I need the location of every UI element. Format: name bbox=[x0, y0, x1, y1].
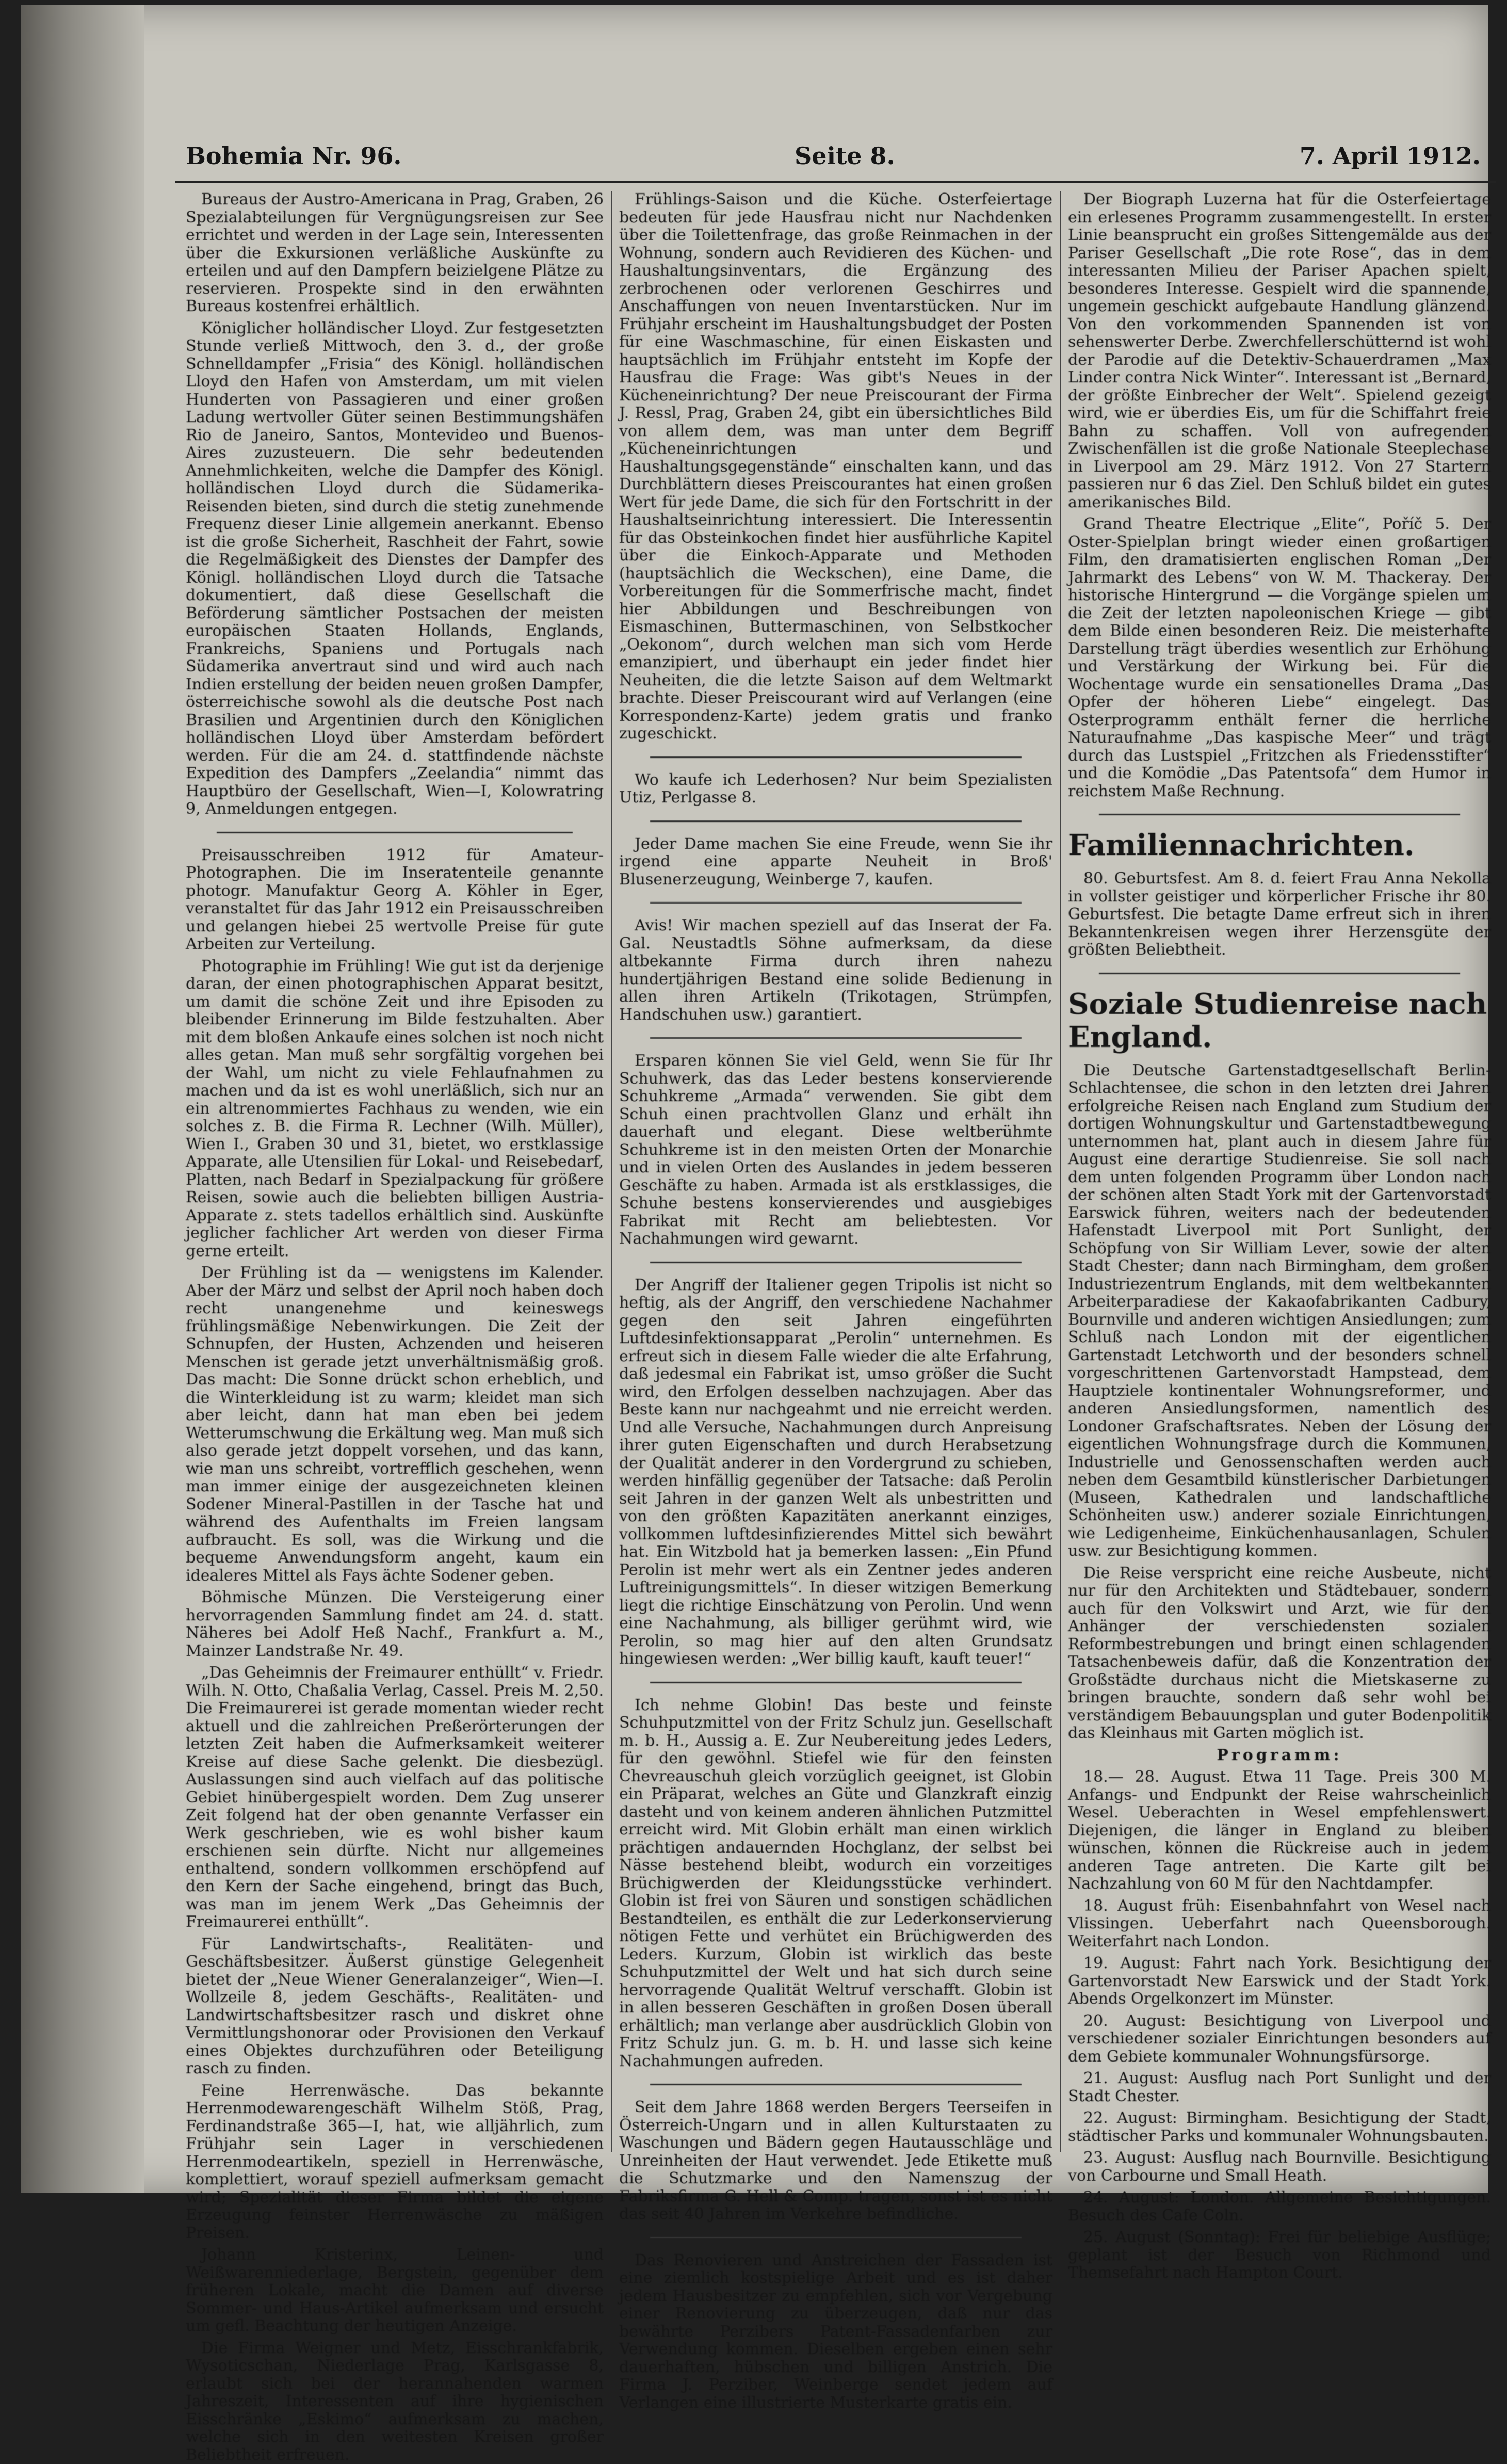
article: Avis! Wir machen speziell auf das Inserat der Fa. Gal. Neustadtls Söhne aufmerksam, da diese altbekannte Firma durch ihren nahezu hundertjährigen Bestand eine solide Bedienung in allen ihren Artikeln (Trikotagen, Strümpfen, Handschuhen usw.) garantiert. bbox=[619, 917, 1052, 1024]
article-separator bbox=[650, 2237, 1022, 2238]
article: Böhmische Münzen. Die Versteigerung einer hervorragenden Sammlung findet am 24. d. statt. Näheres bei Adolf Heß Nachf., Frankfurt a. M., Mainzer Landstraße Nr. 49. bbox=[186, 1589, 604, 1660]
article-separator bbox=[650, 1262, 1022, 1263]
program-item: 18.— 28. August. Etwa 11 Tage. Preis 300 M. Anfangs- und Endpunkt der Reise wahrscheinlich Wesel. Ueberachten in Wesel empfehlenswert. Diejenigen, die länger in England zu bleiben wünschen, können die Rückreise auch in jedem anderen Tage antreten. Die Karte gilt bei Nachzahlung von 60 M für den Nachtdampfer. bbox=[1068, 1768, 1491, 1893]
article-separator bbox=[1099, 973, 1460, 974]
article: Preisausschreiben 1912 für Amateur-Photographen. Die im Inseratenteile genannte photogr. Manufaktur Georg A. Köhler in Eger, veranstaltet für das Jahr 1912 ein Preisausschreiben und gelangen hiebei 25 wertvolle Preise für gute Arbeiten zur Verteilung. bbox=[186, 847, 604, 954]
article: „Das Geheimnis der Freimaurer enthüllt“ v. Friedr. Wilh. N. Otto, Chaßalia Verlag, Cassel. Preis M. 2,50. Die Freimaurerei ist gerade momentan wieder recht aktuell und die zahlreichen Preßerörterungen der letzten Zeit haben die Aufmerksamkeit weiterer Kreise auf diese Sache gelenkt. Die diesbezügl. Auslassungen sind auch vielfach auf das politische Gebiet hinübergespielt worden. Dem Zug unserer Zeit folgend hat der oben genannte Verfasser ein Werk geschrieben, wie es wohl bisher kaum erschienen sein dürfte. Nicht nur allgemeines enthaltend, sondern vollkommen erschöpfend auf den Kern der Sache eingehend, bringt das Buch, was man im jenem Werk „Das Geheimnis der Freimaurerei enthüllt“. bbox=[186, 1664, 604, 1931]
article: Seit dem Jahre 1868 werden Bergers Teerseifen in Österreich-Ungarn und in allen Kulturstaaten zu Waschungen und Bädern gegen Hautausschläge und Unreinheiten der Haut verwendet. Jede Etikette muß die Schutzmarke und den Namenszug der Fabriksfirma G. Hell & Comp. tragen, sonst ist es nicht das seit 40 Jahren im Verkehre befindliche. bbox=[619, 2099, 1052, 2224]
section-heading: Soziale Studienreise nach England. bbox=[1068, 988, 1491, 1054]
article: Die Firma Weigner und Metz, Eisschrankfabrik, Wysoticschan, Niederlage Prag, Karlsgasse 8, erlaubt sich bei der herannahenden warmen Jahreszeit, Interessenten auf ihre hygienischen Eisschränke „Eskimo“ aufmerksam zu machen, welche sich in den weitesten Kreisen großer Beliebtheit erfreuen. bbox=[186, 2340, 604, 2464]
article: Der Frühling ist da — wenigstens im Kalender. Aber der März und selbst der April noch haben doch recht unangenehme und keineswegs frühlingsmäßige Nebenwirkungen. Die Zeit der Schnupfen, der Husten, Achzenden und heiseren Menschen ist gerade jetzt unverhältnismäßig groß. Das macht: Die Sonne drückt schon erheblich, und die Winterkleidung ist zu warm; kleidet man sich aber leicht, dann hat man eben bei jedem Wetterumschwung die Erkältung weg. Man muß sich also gerade jetzt doppelt vorsehen, und das kann, wie man uns schreibt, vortrefflich geschehen, wenn man immer einige der ausgezeichneten kleinen Sodener Mineral-Pastillen in der Tasche hat und während des Aufenthalts im Freien langsam aufbraucht. Es soll, was die Wirkung und die bequeme Anwendungsform angeht, kaum ein idealeres Mittel als Fays ächte Sodener geben. bbox=[186, 1264, 604, 1585]
article: Wo kaufe ich Lederhosen? Nur beim Spezialisten Utiz, Perlgasse 8. bbox=[619, 771, 1052, 807]
column-1 bbox=[186, 191, 604, 2162]
article-separator bbox=[650, 1682, 1022, 1683]
article: Ich nehme Globin! Das beste und feinste Schuhputzmittel von der Fritz Schulz jun. Gesellschaft m. b. H., Aussig a. E. Zur Neubereitung jedes Leders, für den gewöhnl. Stiefel wie für den feinsten Chevreauschuh gleich vorzüglich geeignet, ist Globin ein Präparat, welches an Güte und Glanzkraft einzig dasteht und von keinem anderen ähnlichen Putzmittel erreicht wird. Mit Globin erhält man einen wirklich prächtigen andauernden Hochglanz, der selbst bei Nässe bestehend bleibt, wodurch ein vorzeitiges Brüchigwerden der Kleidungsstücke verhindert. Globin ist frei von Säuren und sonstigen schädlichen Bestandteilen, es enthält die zur Lederkonservierung nötigen Fette und verhütet ein Brüchigwerden des Leders. Kurzum, Globin ist wirklich das beste Schuhputzmittel der Welt und hat sich durch seine hervorragende Qualität Weltruf verschafft. Globin ist in allen besseren Geschäften in großen Dosen überall erhältlich; man verlange aber ausdrücklich Globin von Fritz Schulz jun. G. m. b. H. und lasse sich keine Nachahmungen aufreden. bbox=[619, 1697, 1052, 2071]
article: Die Deutsche Gartenstadtgesellschaft Berlin-Schlachtensee, die schon in den letzten drei Jahren erfolgreiche Reisen nach England zum Studium der dortigen Wohnungskultur und Gartenstadtbewegung unternommen hat, plant auch in diesem Jahre für August eine derartige Studienreise. Sie soll nach dem unten folgenden Programm über London nach der schönen alten Stadt York mit der Gartenvorstadt Earswick führen, weiters nach der bedeutenden Hafenstadt Liverpool mit Port Sunlight, der Schöpfung von Sir William Lever, sowie der alten Stadt Chester; dann nach Birmingham, dem großen Industriezentrum Englands, mit dem weltbekannten Arbeiterparadiese der Kakaofabrikanten Cadbury, Bournville und anderen wichtigen Ansiedlungen; zum Schluß nach London mit der eigentlichen Gartenstadt Letchworth und der besonders schnell vorgeschrittenen Gartenvorstadt Hampstead, dem Hauptziele kontinentaler Wohnungsreformer, und anderen Ansiedlungsformen, namentlich des Londoner Grafschaftsrates. Neben der Lösung der eigentlichen Wohnungsfrage durch die Kommunen, Industrielle und Genossenschaften werden auch neben dem Gesamtbild künstlerischer Darbietungen (Museen, Kathedralen und landschaftliche Schönheiten usw.) anderer soziale Einrichtungen, wie Ledigenheime, Einküchenhausanlagen, Schulen usw. zur Besichtigung kommen. bbox=[1068, 1062, 1491, 1560]
article: Bureaus der Austro-Americana in Prag, Graben, 26 Spezialabteilungen für Vergnügungsreisen zur See errichtet und werden in der Lage sein, Interessenten über die Exkursionen verläßliche Auskünfte zu erteilen und auf den Dampfern beizielgene Plätze zu reservieren. Prospekte sind in den erwähnten Bureaus kostenfrei erhältlich. bbox=[186, 191, 604, 316]
program-item: 24. August: London. Allgemeine Besichtigungen. Besuch des Cafe Coln. bbox=[1068, 2189, 1491, 2225]
program-item: 23. August: Ausflug nach Bournville. Besichtigung von Carbourne und Small Heath. bbox=[1068, 2149, 1491, 2185]
article-separator bbox=[1099, 814, 1460, 815]
article: Für Landwirtschafts-, Realitäten- und Geschäftsbesitzer. Äußerst günstige Gelegenheit bietet der „Neue Wiener Generalanzeiger“, Wien—I. Wollzeile 8, jedem Geschäfts-, Realitäten- und Landwirtschaftsbesitzer rasch und diskret ohne Vermittlungshonorar oder Provisionen den Verkauf eines Objektes durchzuführen oder Beteiligung rasch zu finden. bbox=[186, 1936, 604, 2078]
section-heading: Familiennachrichten. bbox=[1068, 829, 1491, 862]
article: Johann Kristerinx, Leinen- und Weißwarenniederlage, Bergstein, gegenüber dem früheren Lokale, macht die Damen auf diverse Sommer- und Haus-Artikel aufmerksam und ersucht um gefl. Beachtung der heutigen Anzeige. bbox=[186, 2246, 604, 2336]
article: Das Renovieren und Anstreichen der Fassaden ist eine ziemlich kostspielige Arbeit und es ist daher jedem Hausbesitzer zu empfehlen, sich vor Vergebung einer Renovierung zu überzeugen, daß nur das bewährte Perzibers Patent-Fassadenfarben zur Verwendung kommen. Dieselben ergeben einen sehr dauerhaften, hübschen und billigen Anstrich. Die Firma J. Perziber, Weinberge sendet jedem auf Verlangen eine illustrierte Musterkarte gratis ein. bbox=[619, 2252, 1052, 2412]
program-item: 21. August: Ausflug nach Port Sunlight und der Stadt Chester. bbox=[1068, 2070, 1491, 2105]
program-item: 20. August: Besichtigung von Liverpool und verschiedener sozialer Einrichtungen besonders auf dem Gebiete kommunaler Wohnungsfürsorge. bbox=[1068, 2012, 1491, 2066]
column-3 bbox=[1068, 191, 1491, 2162]
column-divider bbox=[611, 191, 612, 2152]
header-rule bbox=[175, 181, 1496, 183]
article: Grand Theatre Electrique „Elite“, Poříč 5. Der Oster-Spielplan bringt wieder einen großartigen Film, den dramatisierten englischen Roman „Der Jahrmarkt des Lebens“ von W. M. Thackeray. Der historische Hintergrund — die Vorgänge spielen um die Zeit der letzten napoleonischen Kriege — gibt dem Bilde einen besonderen Reiz. Die meisterhafte Darstellung trägt überdies wesentlich zur Erhöhung und Verstärkung der Wirkung bei. Für die Wochentage wurde ein sensationelles Drama „Das Opfer der höheren Liebe“ eingelegt. Das Osterprogramm enthält ferner die herrliche Naturaufnahme „Das kaspische Meer“ und trägt durch das Lustspiel „Fritzchen als Friedensstifter“ und die Komödie „Das Patentsofa“ dem Humor in reichstem Maße Rechnung. bbox=[1068, 516, 1491, 800]
article: Feine Herrenwäsche. Das bekannte Herrenmodewarengeschäft Wilhelm Stöß, Prag, Ferdinandstraße 365—I, hat, wie alljährlich, zum Frühjahr sein Lager in verschiedenen Herrenmodeartikeln, speziell in Herrenwäsche, komplettiert, worauf speziell aufmerksam gemacht wird; Spezialität dieser Firma bildet die eigene Erzeugung feinster Herrenwäsche zu mäßigen Preisen. bbox=[186, 2082, 604, 2243]
newspaper-page bbox=[21, 5, 1488, 2193]
header-publication: Bohemia Nr. 96. bbox=[186, 142, 401, 170]
article: Der Biograph Luzerna hat für die Osterfeiertage ein erlesenes Programm zusammengestellt. In erster Linie beansprucht ein großes Sittengemälde aus der Pariser Gesellschaft „Die rote Rose“, das in dem interessanten Milieu der Pariser Apachen spielt, besonderes Interesse. Gespielt wird die spannende, ungemein geschickt aufgebaute Handlung glänzend. Von den vorkommenden Spannenden ist von sehenswerter Derbe. Zwerchfellerschütternd ist wohl der Parodie auf die Detektiv-Schauerdramen „Max Linder contra Nick Winter“. Interessant ist „Bernard, der größte Einbrecher der Welt“. Spielend gezeigt wird, wie er überdies Eis, um für die Schiffahrt freie Bahn zu schaffen. Voll von aufregenden Zwischenfällen ist die große Nationale Steeplechase in Liverpool am 29. März 1912. Von 27 Startern passieren nur 6 das Ziel. Den Schluß bildet ein gutes amerikanisches Bild. bbox=[1068, 191, 1491, 511]
article-separator bbox=[650, 2084, 1022, 2085]
article: Der Angriff der Italiener gegen Tripolis ist nicht so heftig, als der Angriff, den verschiedene Nachahmer gegen den seit Jahren eingeführten Luftdesinfektionsapparat „Perolin“ unternehmen. Es erfreut sich in diesem Falle wieder die alte Erfahrung, daß jedesmal ein Fabrikat ist, umso größer die Sucht wird, den Erfolgen desselben nachzujagen. Aber das Beste kann nur nachgeahmt und nie erreicht werden. Und alle Versuche, Nachahmungen durch Anpreisung ihrer guten Eigenschaften und durch Herabsetzung der Qualität anderer in den Vordergrund zu schieben, werden hinfällig gegenüber der Tatsache: daß Perolin seit Jahren in der ganzen Welt als unbestritten und von den größten Kapazitäten anerkannt einziges, vollkommen luftdesinfizierendes Mittel sich bewährt hat. Ein Witzbold hat ja bemerken lassen: „Ein Pfund Perolin ist mehr wert als ein Zentner jedes anderen Luftreinigungsmittels“. In dieser witzigen Bemerkung liegt die richtige Einschätzung von Perolin. Und wenn eine Nachahmung, als billiger gerühmt wird, wie Perolin, so mag hier auf den alten Grundsatz hingewiesen werden: „Wer billig kauft, kauft teuer!“ bbox=[619, 1277, 1052, 1668]
program-item: 18. August früh: Eisenbahnfahrt von Wesel nach Vlissingen. Ueberfahrt nach Queensborough. Weiterfahrt nach London. bbox=[1068, 1897, 1491, 1951]
binding-edge bbox=[21, 5, 144, 2193]
article: Ersparen können Sie viel Geld, wenn Sie für Ihr Schuhwerk, das das Leder bestens konservierende Schuhkreme „Armada“ verwenden. Sie gibt dem Schuh einen prachtvollen Glanz und erhält ihn dauerhaft und elegant. Diese weltberühmte Schuhkreme ist in den meisten Orten der Monarchie und in vielen Orten des Auslandes in jedem besseren Geschäfte zu haben. Armada ist als erstklassiges, die Schuhe bestens konservierendes und ausgiebiges Fabrikat mit Recht am beliebtesten. Vor Nachahmungen wird gewarnt. bbox=[619, 1052, 1052, 1248]
article-separator bbox=[217, 832, 573, 833]
article: Jeder Dame machen Sie eine Freude, wenn Sie ihr irgend eine apparte Neuheit in Broß' Blusenerzeugung, Weinberge 7, kaufen. bbox=[619, 835, 1052, 889]
program-item: 19. August: Fahrt nach York. Besichtigung der Gartenvorstadt New Earswick und der Stadt York. Abends Orgelkonzert im Münster. bbox=[1068, 1955, 1491, 2008]
article-separator bbox=[650, 1037, 1022, 1039]
article-separator bbox=[650, 902, 1022, 904]
program-item: 25. August (Sonntag): Frei für beliebige Ausflüge; geplant ist der Besuch von Richmond und Themsefahrt nach Hampton Court. bbox=[1068, 2229, 1491, 2282]
page-header bbox=[175, 142, 1496, 178]
header-date: 7. April 1912. bbox=[1300, 142, 1481, 170]
article-separator bbox=[650, 756, 1022, 758]
header-page-number: Seite 8. bbox=[795, 142, 895, 170]
article: Photographie im Frühling! Wie gut ist da derjenige daran, der einen photographischen Apparat besitzt, um damit die schöne Zeit und ihre Episoden zu bleibender Erinnerung im Bilde festzuhalten. Aber mit dem bloßen Ankaufe eines solchen ist noch nicht alles getan. Man muß sehr sorgfältig vorgehen bei der Wahl, um nicht zu viele Fehlaufnahmen zu machen und da ist es wohl unerläßlich, sich nur an ein altrenommiertes Fachhaus zu wenden, wie ein solches z. B. die Firma R. Lechner (Wilh. Müller), Wien I., Graben 30 und 31, bietet, wo erstklassige Apparate, alle Utensilien für Lokal- und Reisebedarf, Platten, nach Bedarf in Spezialpackung für größere Reisen, sowie auch die beliebten billigen Austria-Apparate z. stets tadellos erhältlich sind. Auskünfte jeglicher fachlicher Art werden von dieser Firma gerne erteilt. bbox=[186, 958, 604, 1261]
article: Die Reise verspricht eine reiche Ausbeute, nicht nur für den Architekten und Städtebauer, sondern auch für den Volkswirt und Arzt, wie für den Anhänger der verschiedensten sozialen Reformbestrebungen und bringt einen schlagenden Tatsachenbeweis dafür, daß die Konzentration der Großstädte durchaus nicht die Mietskaserne zu bringen brauchte, sondern daß sehr wohl bei verständigem Bebauungsplan und guter Bodenpolitik das Kleinhaus mit Garten möglich ist. bbox=[1068, 1565, 1491, 1743]
column-divider bbox=[1060, 191, 1061, 2152]
article: Königlicher holländischer Lloyd. Zur festgesetzten Stunde verließ Mittwoch, den 3. d., der große Schnelldampfer „Frisia“ des Königl. holländischen Lloyd den Hafen von Amsterdam, um mit vielen Hunderten von Passagieren und einer großen Ladung wertvoller Güter seinen Bestimmungshäfen Rio de Janeiro, Santos, Montevideo und Buenos-Aires zuzusteuern. Die sehr bedeutenden Annehmlichkeiten, welche die Dampfer des Königl. holländischen Lloyd durch die Südamerika-Reisenden bieten, sind durch die stetig zunehmende Frequenz dieser Linie allgemein anerkannt. Ebenso ist die große Sicherheit, Raschheit der Fahrt, sowie die Regelmäßigkeit des Dienstes der Dampfer des Königl. holländischen Lloyd durch die Tatsache dokumentiert, daß diese Gesellschaft die Beförderung sämtlicher Postsachen der meisten europäischen Staaten Hollands, Englands, Frankreichs, Spaniens und Portugals nach Südamerika anvertraut sind und wird auch nach Indien erstellung der beiden neuen großen Dampfer, österreichische sowohl als die deutsche Post nach Brasilien und Argentinien durch den Königlichen holländischen Lloyd über Amsterdam befördert werden. Für die am 24. d. stattfindende nächste Expedition des Dampfers „Zeelandia“ nimmt das Hauptbüro der Gesellschaft, Wien—I, Kolowratring 9, Anmeldungen entgegen. bbox=[186, 320, 604, 818]
program-heading: Programm: bbox=[1068, 1747, 1491, 1765]
column-2 bbox=[619, 191, 1052, 2162]
article: 80. Geburtsfest. Am 8. d. feiert Frau Anna Nekolla in vollster geistiger und körperlicher Frische ihr 80. Geburtsfest. Die betagte Dame erfreut sich in ihren Bekanntenkreisen wegen ihrer Herzensgüte der größten Beliebtheit. bbox=[1068, 870, 1491, 959]
program-item: 22. August: Birmingham. Besichtigung der Stadt, städtischer Parks und kommunaler Wohnungsbauten. bbox=[1068, 2109, 1491, 2145]
article-separator bbox=[650, 820, 1022, 822]
article: Frühlings-Saison und die Küche. Osterfeiertage bedeuten für jede Hausfrau nicht nur Nachdenken über die Toilettenfrage, das große Reinmachen in der Wohnung, sondern auch Revidieren des Küchen- und Haushaltungsinventars, die Ergänzung des zerbrochenen oder verlorenen Geschirres und Anschaffungen von neuen Inventarstücken. Nur im Frühjahr erscheint im Haushaltungsbudget der Posten für eine Waschmaschine, für einen Eiskasten und hauptsächlich im Frühjahr entsteht im Kopfe der Hausfrau die Frage: Was gibt's Neues in der Kücheneinrichtung? Der neue Preiscourant der Firma J. Ressl, Prag, Graben 24, gibt ein übersichtliches Bild von allem dem, was man unter dem Begriff „Kücheneinrichtungen und Haushaltungsgegenstände“ einschalten kann, und das Durchblättern dieses Preiscourantes hat einen großen Wert für jede Dame, die sich für den Fortschritt in der Haushaltseinrichtung interessiert. Die Interessentin für das Obsteinkochen findet hier ausführliche Kapitel über die Einkoch-Apparate und Methoden (hauptsächlich die Weckschen), eine Dame, die Vorbereitungen für die Sommerfrische macht, findet hier Abbildungen und Beschreibungen von Eismaschinen, Buttermaschinen, von Selbstkocher „Oekonom“, durch welchen man sich vom Herde emanzipiert, und überhaupt ein jeder findet hier Neuheiten, die die letzte Saison auf dem Weltmarkt brachte. Dieser Preiscourant wird auf Verlangen (eine Korrespondenz-Karte) jedem gratis und franko zugeschickt. bbox=[619, 191, 1052, 743]
